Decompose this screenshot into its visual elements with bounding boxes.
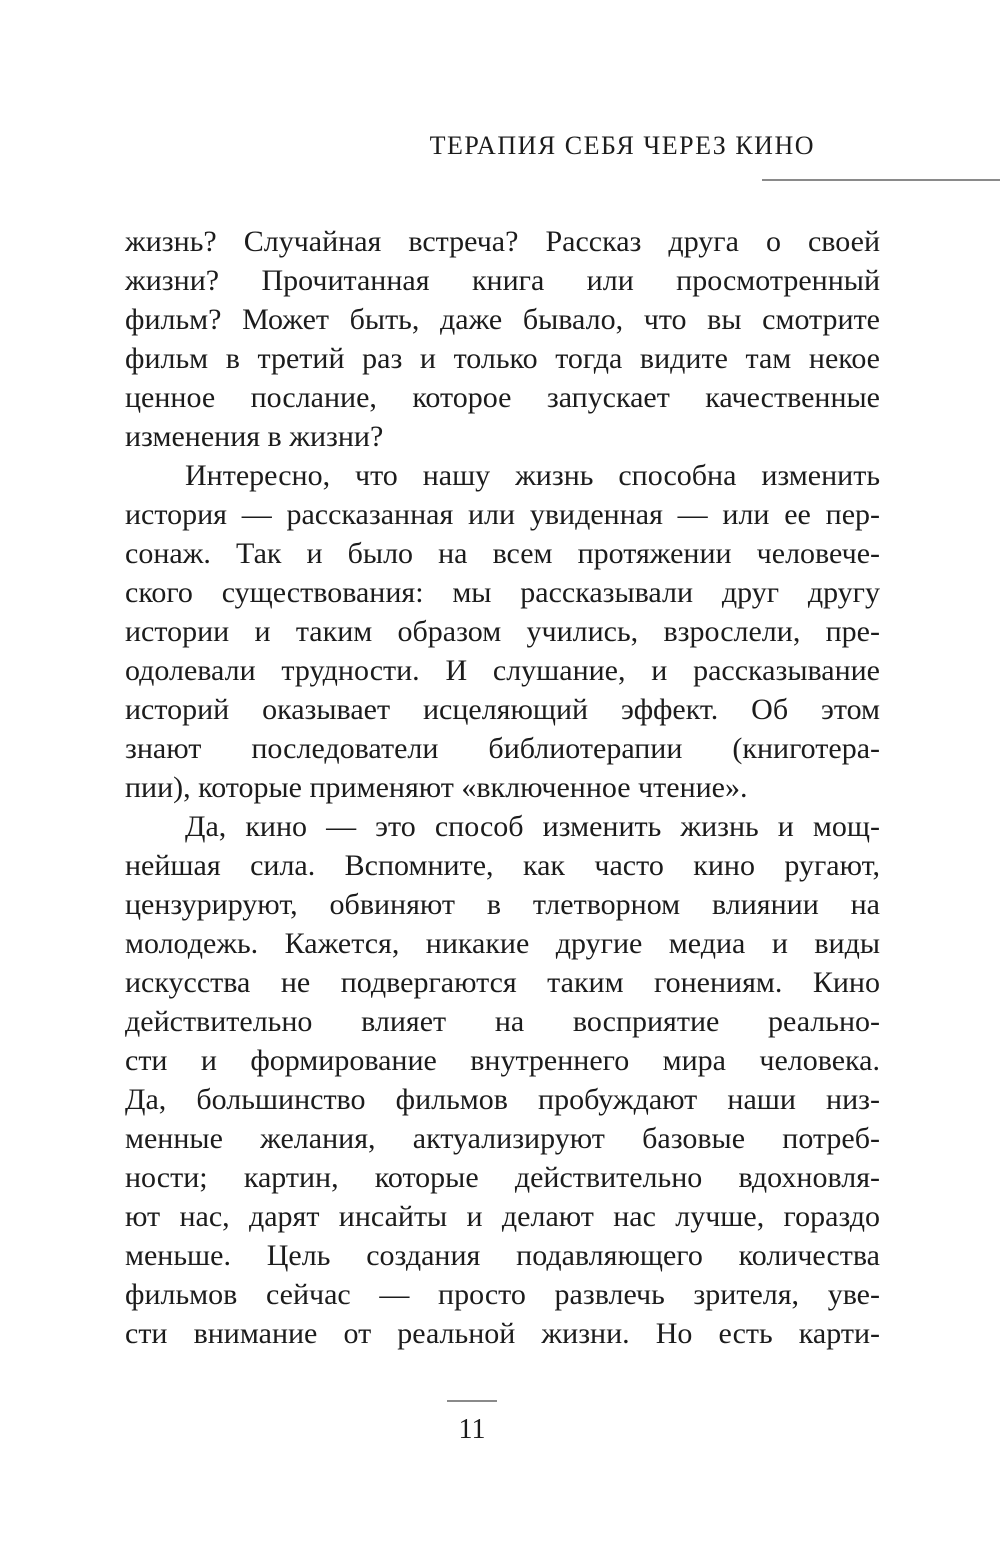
text-line: ского существования: мы рассказывали друг другу: [125, 576, 880, 609]
paragraph: [125, 807, 880, 1353]
text-line: историй оказывает исцеляющий эффект. Об этом: [125, 693, 880, 726]
text-line: менные желания, актуализируют базовые потреб-: [125, 1122, 880, 1155]
text-line: истории и таким образом учились, взрослели, пре-: [125, 615, 880, 648]
text-line: Интересно, что нашу жизнь способна изменить: [185, 459, 880, 492]
header-rule: [762, 179, 1000, 181]
paragraph: [125, 222, 880, 456]
text-line: пии), которые применяют «включенное чтение».: [125, 771, 748, 804]
text-line: одолевали трудности. И слушание, и рассказывание: [125, 654, 880, 687]
text-line: жизни? Прочитанная книга или просмотренный: [125, 264, 880, 297]
text-line: ности; картин, которые действительно вдохновля-: [125, 1161, 880, 1194]
paragraph: [125, 456, 880, 807]
text-line: история — рассказанная или увиденная — или ее пер-: [125, 498, 880, 531]
text-line: фильм в третий раз и только тогда видите там некое: [125, 342, 880, 375]
text-line: действительно влияет на восприятие реально-: [125, 1005, 880, 1038]
text-line: сти и формирование внутреннего мира человека.: [125, 1044, 880, 1077]
text-line: цензурируют, обвиняют в тлетворном влиянии на: [125, 888, 880, 921]
text-line: сти внимание от реальной жизни. Но есть карти-: [125, 1317, 880, 1350]
text-line: искусства не подвергаются таким гонениям. Кино: [125, 966, 880, 999]
text-line: знают последователи библиотерапии (книготера-: [125, 732, 880, 765]
text-line: изменения в жизни?: [125, 420, 384, 453]
text-line: нейшая сила. Вспомните, как часто кино ругают,: [125, 849, 880, 882]
text-line: фильмов сейчас — просто развлечь зрителя, уве-: [125, 1278, 880, 1311]
footer-rule: [447, 1400, 497, 1402]
running-header-title: ТЕРАПИЯ СЕБЯ ЧЕРЕЗ КИНО: [429, 131, 815, 160]
text-line: Да, большинство фильмов пробуждают наши низ-: [125, 1083, 880, 1116]
text-line: ценное послание, которое запускает качественные: [125, 381, 880, 414]
text-line: молодежь. Кажется, никакие другие медиа и виды: [125, 927, 880, 960]
text-line: сонаж. Так и было на всем протяжении человече-: [125, 537, 880, 570]
text-line: меньше. Цель создания подавляющего количества: [125, 1239, 880, 1272]
page-number: 11: [458, 1414, 486, 1445]
text-line: ют нас, дарят инсайты и делают нас лучше, гораздо: [125, 1200, 880, 1233]
body-text-block: [125, 222, 880, 1353]
text-line: жизнь? Случайная встреча? Рассказ друга о своей: [125, 225, 880, 258]
text-line: фильм? Может быть, даже бывало, что вы смотрите: [125, 303, 880, 336]
text-line: Да, кино — это способ изменить жизнь и мощ-: [185, 810, 880, 843]
